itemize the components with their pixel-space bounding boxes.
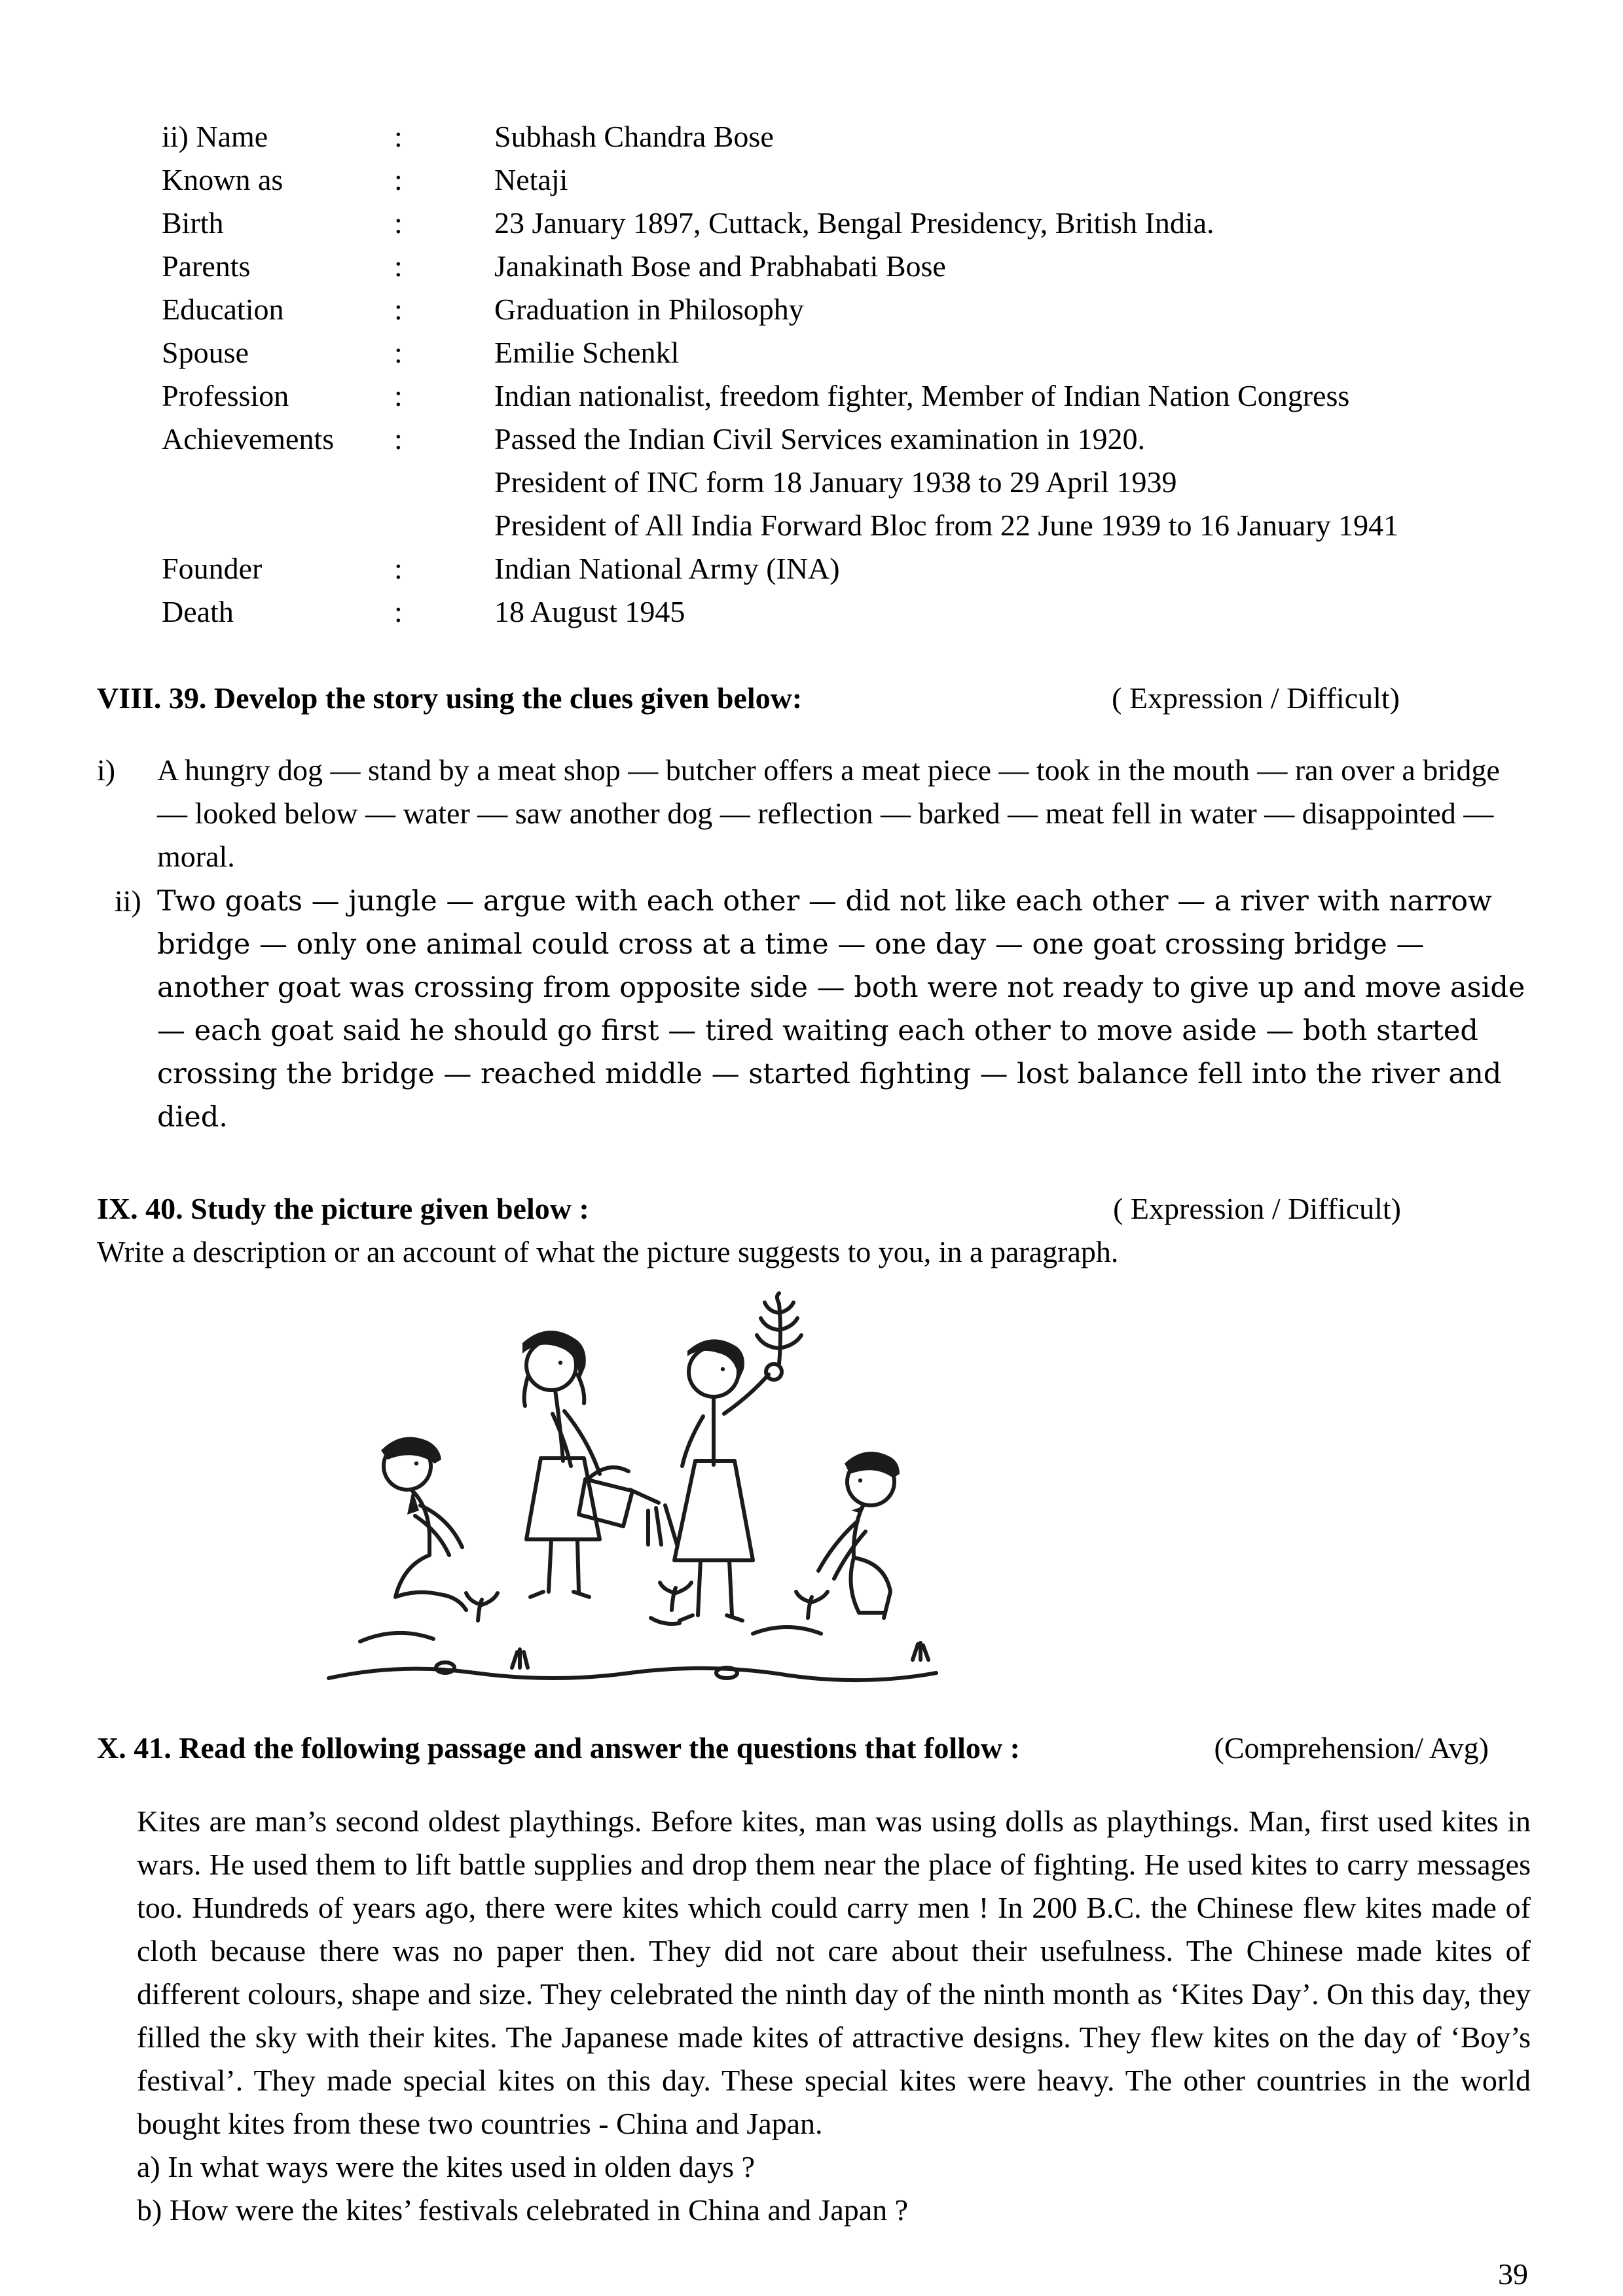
bio-value: President of INC form 18 January 1938 to 29 April 1939 — [494, 465, 1177, 499]
bio-value: Netaji — [494, 163, 568, 196]
children-planting-illustration — [321, 1291, 1008, 1707]
bio-colon: : — [394, 206, 403, 240]
story-item-number: ii) — [115, 884, 141, 918]
question-a: a) In what ways were the kites used in olden days ? — [137, 2150, 755, 2183]
comprehension-passage-block — [137, 1800, 1531, 2232]
bio-value: Janakinath Bose and Prabhabati Bose — [494, 249, 946, 283]
bio-row — [162, 547, 1531, 590]
story-item-number: i) — [97, 753, 116, 787]
bio-colon: : — [394, 552, 403, 585]
bio-value: Subhash Chandra Bose — [494, 120, 774, 153]
bio-row — [162, 115, 1531, 158]
section-x-annotation: (Comprehension/ Avg) — [1214, 1731, 1489, 1765]
question-b: b) How were the kites’ festivals celebrated in China and Japan ? — [137, 2193, 909, 2227]
bio-colon: : — [394, 293, 403, 326]
bio-label — [162, 504, 394, 547]
bio-colon — [394, 461, 494, 504]
bio-label: Known as — [162, 163, 283, 196]
bio-label: Achievements — [162, 422, 335, 456]
section-ix-annotation: ( Expression / Difficult) — [1113, 1192, 1401, 1225]
bio-colon: : — [394, 422, 403, 456]
bio-value: 23 January 1897, Cuttack, Bengal Presidency, British India. — [494, 206, 1214, 240]
bio-label: Death — [162, 595, 234, 628]
comprehension-passage: Kites are man’s second oldest playthings. Before kites, man was using dolls as playthings. Man, first used kites in wars. He used them to lift battle supplies and drop them near the place of fighting. He used kites to carry messages too. Hundreds of years ago, there were kites which could carry men ! In 200 B.C. the Chinese flew kites made of cloth because there was no paper then. They did not care about their usefulness. The Chinese made kites of different colours, shape and size. They celebrated the ninth day of the ninth month as ‘Kites Day’. On this day, they filled the sky with their kites. The Japanese made kites of attractive designs. They flew kites on the day of ‘Boy’s festival’. They made special kites on this day. These special kites were heavy. The other countries in the world bought kites from these two countries - China and Japan. — [137, 1804, 1531, 2140]
bio-row — [162, 461, 1531, 504]
bio-value: Emilie Schenkl — [494, 336, 680, 369]
bio-value: 18 August 1945 — [494, 595, 685, 628]
bio-row — [162, 202, 1531, 245]
bio-label: Parents — [162, 249, 251, 283]
bio-row — [162, 158, 1531, 202]
page-number: 39 — [1498, 2257, 1528, 2291]
bio-row — [162, 288, 1531, 331]
section-viii-title: VIII. 39. Develop the story using the clues given below: — [97, 681, 803, 715]
story-item-text: Two goats — jungle — argue with each other — did not like each other — a river with narrow bridge — only one animal could cross at a time — one day — one goat crossing bridge — another goat was crossing from opposite side — both were not ready to give up and move aside— each goat said he should go first — tired waiting each other to move aside — both started crossing the bridge — reached middle — started fighting — lost balance fell into the river and died. — [157, 885, 1525, 1134]
biography-table — [162, 115, 1531, 634]
bio-label — [162, 461, 394, 504]
bio-value: President of All India Forward Bloc from 22 June 1939 to 16 January 1941 — [494, 509, 1399, 542]
section-ix-heading — [97, 1187, 1531, 1230]
bio-label: Profession — [162, 379, 289, 412]
bio-row — [162, 245, 1531, 288]
section-ix-title: IX. 40. Study the picture given below : — [97, 1192, 589, 1225]
story-clues-list — [97, 749, 1531, 1139]
bio-row — [162, 331, 1531, 374]
bio-row — [162, 374, 1531, 418]
bio-colon: : — [394, 595, 403, 628]
section-ix-instruction: Write a description or an account of what the picture suggests to you, in a paragraph. — [97, 1235, 1119, 1268]
story-item-i — [97, 749, 1531, 878]
bio-value: Graduation in Philosophy — [494, 293, 804, 326]
bio-label: Founder — [162, 552, 263, 585]
section-x-heading — [97, 1727, 1531, 1770]
story-item-text: A hungry dog — stand by a meat shop — butcher offers a meat piece — took in the mouth — ran over a bridge — looked below — water — saw another dog — reflection — barked — meat fell in water — disappointed — moral. — [157, 753, 1500, 873]
bio-colon: : — [394, 163, 403, 196]
bio-row — [162, 590, 1531, 634]
bio-label: Education — [162, 293, 284, 326]
section-viii-annotation: ( Expression / Difficult) — [1112, 681, 1400, 715]
bio-colon: : — [394, 336, 403, 369]
bio-value: Indian nationalist, freedom fighter, Member of Indian Nation Congress — [494, 379, 1350, 412]
bio-label: ii) Name — [162, 120, 268, 153]
bio-label: Spouse — [162, 336, 249, 369]
bio-label: Birth — [162, 206, 224, 240]
section-viii-heading — [97, 677, 1531, 720]
bio-row — [162, 418, 1531, 461]
bio-value: Passed the Indian Civil Services examination in 1920. — [494, 422, 1145, 456]
bio-colon — [394, 504, 494, 547]
section-x-title: X. 41. Read the following passage and answer the questions that follow : — [97, 1731, 1020, 1765]
bio-row — [162, 504, 1531, 547]
picture-figure — [321, 1291, 1008, 1707]
bio-colon: : — [394, 379, 403, 412]
bio-colon: : — [394, 249, 403, 283]
bio-colon: : — [394, 120, 403, 153]
bio-value: Indian National Army (INA) — [494, 552, 840, 585]
story-item-ii — [97, 880, 1531, 1139]
